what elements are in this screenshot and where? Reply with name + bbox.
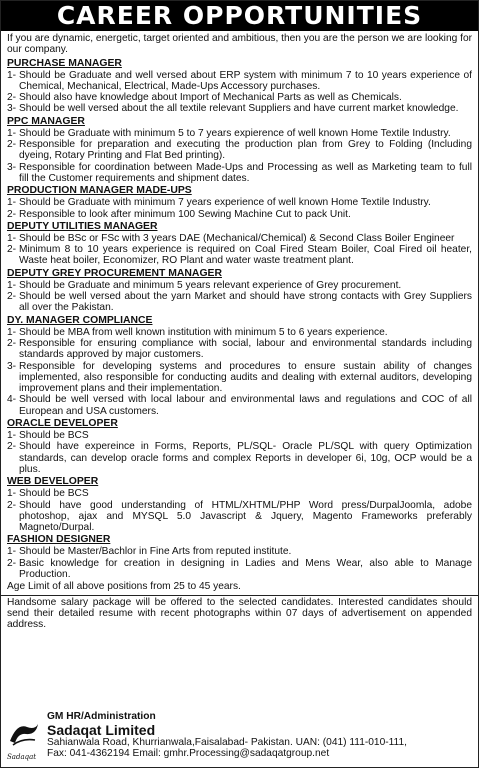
job-section — [7, 58, 472, 115]
company-name: Sadaqat Limited — [47, 721, 156, 738]
list-item — [7, 327, 472, 338]
list-item — [7, 162, 472, 185]
item-number: 3- — [7, 360, 17, 372]
item-text: Should be BSc or FSc with 3 years DAE (Mechanical/Chemical) & Second Class Boiler Engineer — [19, 232, 455, 244]
requirements-list — [7, 233, 472, 267]
page-title: CAREER OPPORTUNITIES — [1, 1, 478, 31]
item-text: Should be Graduate and minimum 5 years relevant experience of Grey procurement. — [19, 279, 402, 291]
item-number: 2- — [7, 92, 17, 104]
item-number: 1- — [7, 197, 17, 209]
requirements-list — [7, 430, 472, 475]
item-number: 1- — [7, 546, 17, 558]
item-text: Should be Graduate with minimum 5 to 7 years expierence of well known Home Textile Industry. — [19, 127, 451, 139]
item-text: Should be Graduate and well versed about ERP system with minimum 7 to 10 years experience of Chemical, Mechanical, Electrical, Made-Ups Accessory purchases. — [19, 69, 472, 92]
item-number: 2- — [7, 244, 17, 256]
item-number: 2- — [7, 139, 17, 151]
item-number: 2- — [7, 291, 17, 303]
ad-body — [1, 31, 478, 596]
item-text: Responsible for preparation and executing the production plan from Grey to Folding (Including dyeing, Rotary Printing and Flat Bed printing). — [19, 139, 472, 162]
list-item — [7, 128, 472, 139]
intro-paragraph: If you are dynamic, energetic, target oriented and ambitious, then you are the person we are looking for our company. — [7, 33, 472, 56]
item-number: 2- — [7, 499, 17, 511]
item-text: Should have good understanding of HTML/XHTML/PHP Word press/DurpalJoomla, adobe photoshop, ajax and MYSQL 5.0 Javascript & Jquery, Magento Frameworks preferably Magneto/Durpal. — [19, 499, 472, 534]
item-number: 2- — [7, 441, 17, 453]
item-text: Should be well versed about the all textile relevant Suppliers and have current market knowledge. — [19, 103, 459, 115]
item-text: Responsible for ensuring compliance with social, labour and environmental standards including standards approved by major customers. — [19, 337, 472, 361]
item-text: Responsible for coordination between Made-Ups and Processing as well as Marketing team to full fill the Customer requirements and shipment dates. — [19, 161, 472, 184]
attention-line: GM HR/Administration — [47, 711, 156, 722]
item-text: Should be Master/Bachlor in Fine Arts from reputed institute. — [19, 546, 292, 558]
item-number: 1- — [7, 279, 17, 291]
logo-wordmark: Sadaqat — [7, 753, 37, 761]
list-item — [7, 291, 472, 314]
job-title: DEPUTY UTILITIES MANAGER — [7, 220, 158, 232]
job-title: FASHION DESIGNER — [7, 534, 111, 546]
item-number: 1- — [7, 127, 17, 139]
item-text: Basic knowledge for creation in designing in Ladies and Mens Wear, also able to Manage Production. — [19, 557, 472, 580]
item-text: Should also have knowledge about Import of Mechanical Parts as well as Chemicals. — [19, 92, 402, 104]
list-item — [7, 92, 472, 103]
list-item — [7, 558, 472, 581]
contact-footer — [1, 709, 478, 767]
list-item — [7, 430, 472, 441]
item-number: 3- — [7, 161, 17, 173]
job-section — [7, 476, 472, 533]
job-title: PPC MANAGER — [7, 115, 85, 127]
requirements-list — [7, 280, 472, 314]
list-item — [7, 209, 472, 220]
list-item — [7, 139, 472, 162]
address-line: Sahianwala Road, Khurrianwala,Faisalabad- Pakistan. UAN: (041) 111-010-111, — [47, 736, 407, 748]
job-section — [7, 185, 472, 220]
item-number: 1- — [7, 69, 17, 81]
item-number: 2- — [7, 208, 17, 220]
job-title: PURCHASE MANAGER — [7, 57, 122, 69]
job-title: PRODUCTION MANAGER MADE-UPS — [7, 185, 192, 197]
list-item — [7, 546, 472, 557]
list-item — [7, 488, 472, 499]
list-item — [7, 280, 472, 291]
item-text: Responsible to look after minimum 100 Sewing Machine Cut to pack Unit. — [19, 208, 351, 220]
job-section — [7, 268, 472, 314]
item-text: Should be well versed with local labour and environmental laws and regulations and COC of all European and USA customers. — [19, 394, 472, 417]
list-item — [7, 70, 472, 93]
job-title: ORACLE DEVELOPER — [7, 418, 118, 430]
item-text: Should have expereince in Forms, Reports, PL/SQL- Oracle PL/SQL with query Optimization standards, can develop oracle forms and complex Reports in developer 6i, 10g, OCP would be a plus. — [19, 441, 472, 475]
requirements-list — [7, 488, 472, 533]
item-number: 1- — [7, 488, 17, 500]
list-item — [7, 361, 472, 395]
item-text: Should be Graduate with minimum 7 years experience of well known Home Textile Industry. — [19, 197, 431, 209]
item-text: Should be BCS — [19, 430, 89, 442]
list-item — [7, 244, 472, 267]
list-item — [7, 338, 472, 361]
item-number: 1- — [7, 326, 17, 338]
item-text: Should be MBA from well known institution with minimum 5 to 6 years experience. — [19, 326, 388, 338]
requirements-list — [7, 70, 472, 115]
requirements-list — [7, 128, 472, 184]
job-title: DEPUTY GREY PROCUREMENT MANAGER — [7, 267, 222, 279]
list-item — [7, 394, 472, 417]
requirements-list — [7, 327, 472, 417]
list-item — [7, 441, 472, 475]
job-section — [7, 116, 472, 184]
item-text: Minimum 8 to 10 years experience is required on Coal Fired Steam Boiler, Coal Fired oil heater, Waste heat boiler, Economizer, RO Plant and water waste treatment plant. — [19, 244, 472, 267]
fax-email-line: Fax: 041-4362194 Email: gmhr.Processing@sadaqatgroup.net — [47, 748, 330, 759]
item-text: Responsible for developing systems and procedures to ensure sustain ability of changes implemented, also responsible for conducting audits and dealing with external auditors, developing improvement plans and their implementation. — [19, 360, 472, 395]
item-number: 1- — [7, 430, 17, 442]
job-title: WEB DEVELOPER — [7, 476, 99, 488]
item-text: Should be well versed about the yarn Market and should have strong contacts with Grey Suppliers all over the Pakistan. — [19, 291, 472, 314]
item-text: Should be BCS — [19, 488, 89, 500]
list-item — [7, 197, 472, 208]
list-item — [7, 500, 472, 534]
list-item — [7, 103, 472, 114]
job-section — [7, 418, 472, 475]
company-logo — [1, 709, 47, 767]
job-section — [7, 315, 472, 417]
item-number: 3- — [7, 103, 17, 115]
item-number: 1- — [7, 232, 17, 244]
list-item — [7, 233, 472, 244]
requirements-list — [7, 197, 472, 220]
sadaqat-logo-icon — [7, 721, 41, 747]
item-number: 2- — [7, 557, 17, 569]
job-section — [7, 534, 472, 580]
age-limit-note: Age Limit of all above positions from 25 to 45 years. — [7, 581, 241, 593]
job-sections — [7, 58, 472, 581]
contact-details — [47, 709, 407, 767]
job-title: DY. MANAGER COMPLIANCE — [7, 314, 153, 326]
requirements-list — [7, 546, 472, 580]
item-number: 4- — [7, 394, 17, 406]
job-section — [7, 221, 472, 267]
salary-note: Handsome salary package will be offered to the selected candidates. Interested candidates should send their detailed resume with recent photographs within 07 days of advertisement on appended address. — [7, 596, 472, 631]
item-number: 2- — [7, 337, 17, 349]
